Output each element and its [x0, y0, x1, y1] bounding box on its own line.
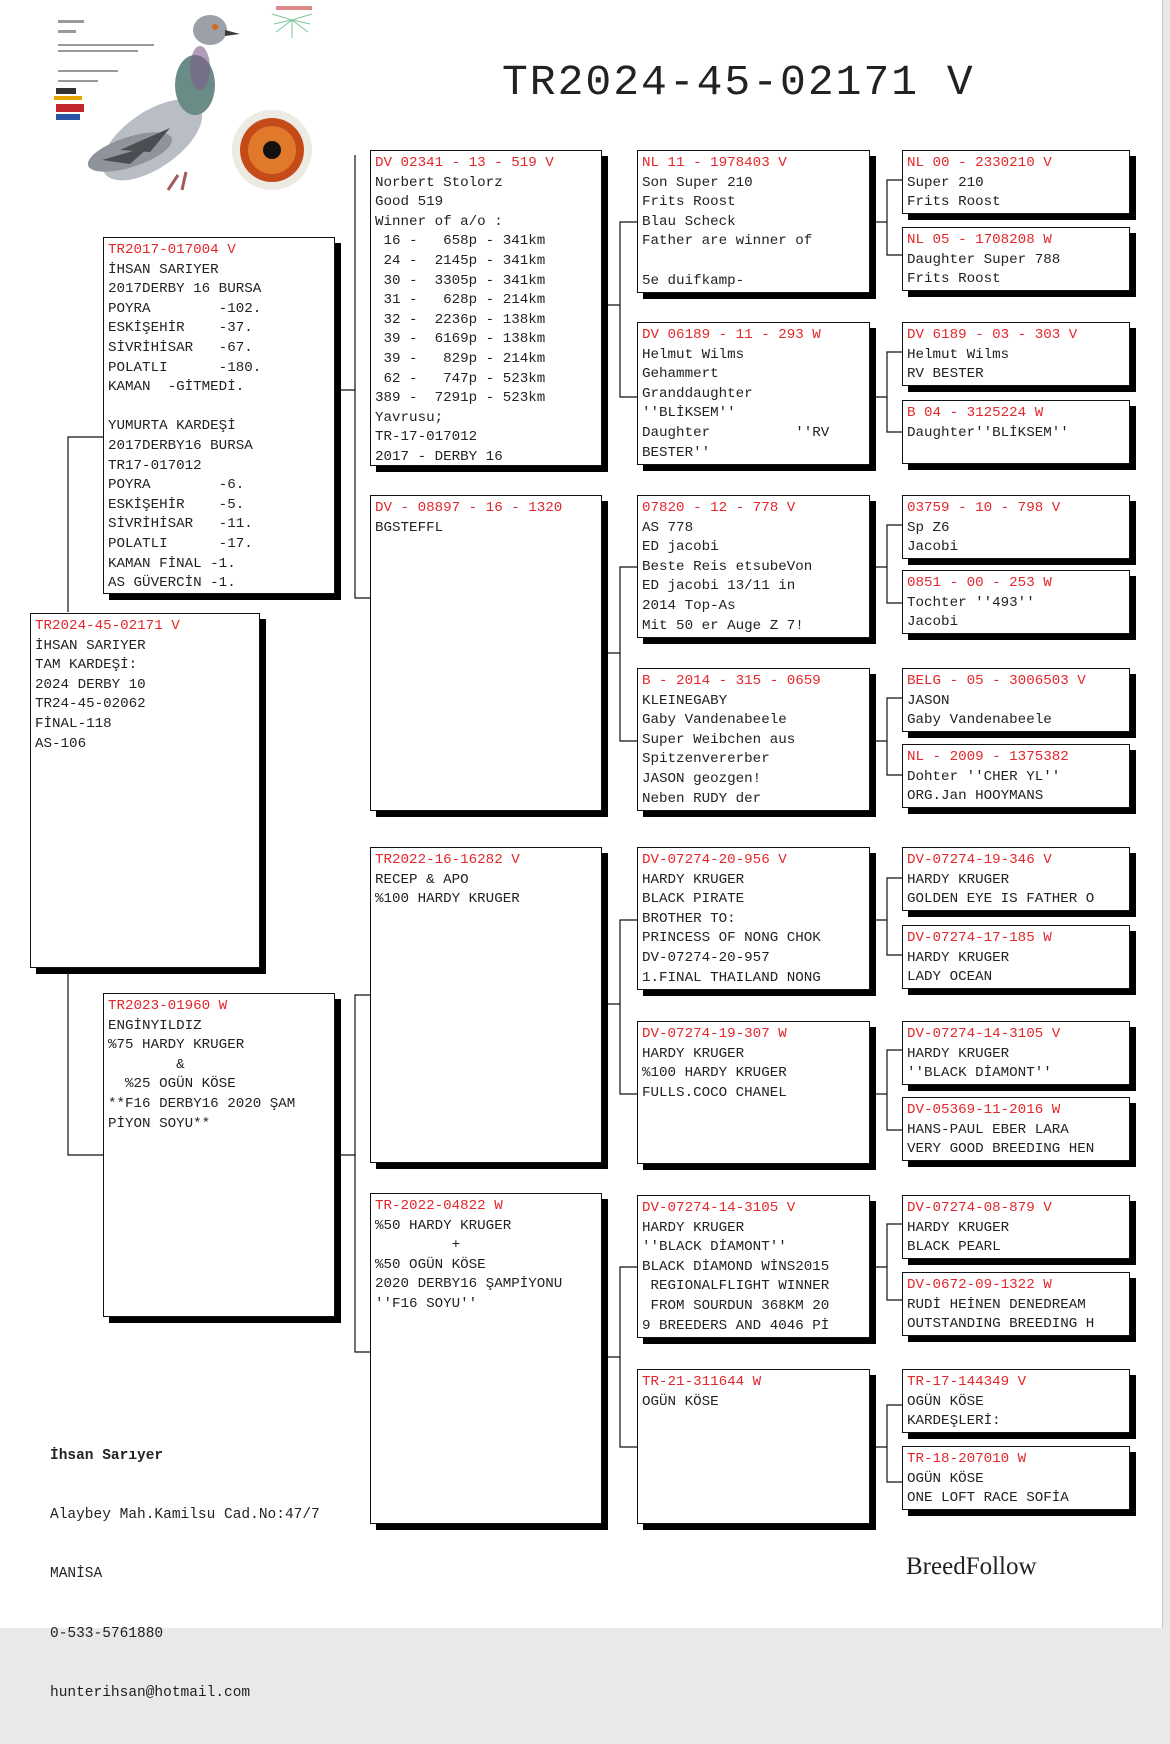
- pigeon-info-line: TR24-45-02062: [35, 696, 146, 713]
- pigeon-info-line: ''BLİKSEM'': [642, 405, 736, 422]
- pigeon-info-line: Jacobi: [907, 614, 959, 631]
- great-grandparent-card-13[interactable]: [902, 1195, 1130, 1259]
- great-grandparent-card-5[interactable]: [902, 495, 1130, 559]
- pigeon-info-line: Super 210: [907, 174, 984, 191]
- pigeon-info-line: [642, 252, 865, 272]
- pigeon-info-line: Good 519: [375, 194, 444, 211]
- pigeon-info-line: Daughter Super 788: [907, 251, 1061, 268]
- pigeon-info-line: VERY GOOD BREEDING HEN: [907, 1141, 1095, 1158]
- ring-number: TR2022-16-16282 V: [375, 852, 520, 868]
- pigeon-info-line: **F16 DERBY16 2020 ŞAM: [108, 1095, 296, 1112]
- pigeon-info-line: 1.FINAL THAILAND NONG: [642, 969, 821, 986]
- great-grandparent-card-11[interactable]: [902, 1021, 1130, 1085]
- pigeon-info-line: YUMURTA KARDEŞİ: [108, 418, 236, 435]
- pigeon-info-line: BESTER'': [642, 444, 711, 461]
- pigeon-info-line: BGSTEFFL: [375, 519, 444, 536]
- great-grandparent-card-10[interactable]: [902, 925, 1130, 989]
- brand-logo: BreedFollow: [906, 1553, 1037, 1580]
- sire-sire-card[interactable]: [370, 150, 602, 466]
- pigeon-info-line: OGÜN KÖSE: [642, 1393, 719, 1410]
- pigeon-info-line: 2017 - DERBY 16: [375, 448, 503, 465]
- pigeon-info-line: Yavrusu;: [375, 409, 444, 426]
- pigeon-info-line: TR17-017012: [108, 457, 202, 474]
- pigeon-info-line: Frits Roost: [907, 271, 1001, 288]
- pigeon-info-line: Dohter ''CHER YL'': [907, 768, 1061, 785]
- owner-city: MANİSA: [50, 1566, 103, 1583]
- pigeon-info-line: ENGİNYILDIZ: [108, 1017, 202, 1034]
- pigeon-info-line: 5e duifkamp-: [642, 272, 745, 289]
- pigeon-info-line: &: [108, 1056, 185, 1073]
- pigeon-info-line: Spitzenvererber: [642, 751, 770, 768]
- pigeon-info-line: [108, 398, 330, 418]
- sire-card[interactable]: [103, 237, 335, 594]
- pigeon-info-line: Father are winner of: [642, 233, 813, 250]
- pigeon-info-line: 2017DERBY16 BURSA: [108, 437, 253, 454]
- pigeon-info-line: LADY OCEAN: [907, 969, 993, 986]
- pigeon-info-line: ''F16 SOYU'': [375, 1295, 478, 1312]
- pigeon-info-line: İHSAN SARIYER: [35, 637, 146, 654]
- ds-dam-card[interactable]: [637, 1021, 870, 1164]
- ring-number: B 04 - 3125224 W: [907, 405, 1044, 421]
- owner-name: İhsan Sarıyer: [50, 1447, 164, 1464]
- pigeon-info-line: Mit 50 er Auge Z 7!: [642, 617, 804, 634]
- pigeon-info-line: TAM KARDEŞİ:: [35, 657, 138, 674]
- pigeon-info-line: Gehammert: [642, 366, 719, 383]
- ring-number: 07820 - 12 - 778 V: [642, 500, 796, 516]
- pigeon-info-line: Helmut Wilms: [642, 346, 745, 363]
- ss-sire-card[interactable]: [637, 150, 870, 293]
- great-grandparent-card-7[interactable]: [902, 668, 1130, 732]
- ring-number: DV - 08897 - 16 - 1320: [375, 500, 563, 516]
- pigeon-info-line: OGÜN KÖSE: [907, 1470, 984, 1487]
- pigeon-info-line: HARDY KRUGER: [907, 1045, 1010, 1062]
- pigeon-info-line: TR-17-017012: [375, 429, 478, 446]
- pigeon-info-line: 2024 DERBY 10: [35, 676, 146, 693]
- pigeon-info-line: Neben RUDY der: [642, 790, 762, 807]
- ring-number: DV-07274-08-879 V: [907, 1200, 1052, 1216]
- dam-card[interactable]: [103, 993, 335, 1317]
- pigeon-info-line: 16 - 658p - 341km: [375, 233, 546, 250]
- ring-number: 0851 - 00 - 253 W: [907, 575, 1052, 591]
- pigeon-info-line: 2014 Top-As: [642, 597, 736, 614]
- ring-number: DV 6189 - 03 - 303 V: [907, 327, 1078, 343]
- pigeon-info-line: 9 BREEDERS AND 4046 Pİ: [642, 1317, 830, 1334]
- pigeon-info-line: Helmut Wilms: [907, 346, 1010, 363]
- great-grandparent-card-12[interactable]: [902, 1097, 1130, 1161]
- ring-number: TR-2022-04822 W: [375, 1198, 503, 1214]
- pigeon-info-line: BLACK PIRATE: [642, 891, 745, 908]
- ring-number: DV-07274-14-3105 V: [642, 1200, 796, 1216]
- pigeon-info-line: HARDY KRUGER: [642, 1219, 745, 1236]
- great-grandparent-card-6[interactable]: [902, 570, 1130, 634]
- dam-dam-card[interactable]: [370, 1193, 602, 1524]
- pigeon-info-line: %100 HARDY KRUGER: [375, 891, 520, 908]
- pigeon-info-line: KAMAN -GİTMEDİ.: [108, 379, 245, 396]
- pigeon-info-line: POLATLI -180.: [108, 359, 262, 376]
- pigeon-info-line: HARDY KRUGER: [907, 1219, 1010, 1236]
- great-grandparent-card-4[interactable]: [902, 400, 1130, 464]
- great-grandparent-card-2[interactable]: [902, 227, 1130, 291]
- pigeon-info-line: JASON: [907, 692, 950, 709]
- pigeon-info-line: POLATLI -17.: [108, 535, 253, 552]
- pigeon-info-line: HARDY KRUGER: [907, 871, 1010, 888]
- ring-number: NL - 2009 - 1375382: [907, 749, 1069, 765]
- ring-number: NL 05 - 1708208 W: [907, 232, 1052, 248]
- great-grandparent-card-9[interactable]: [902, 847, 1130, 911]
- ring-number: TR-21-311644 W: [642, 1374, 762, 1390]
- ss-dam-card[interactable]: [637, 322, 870, 465]
- pigeon-info-line: KLEINEGABY: [642, 692, 728, 709]
- pigeon-info-line: PİYON SOYU**: [108, 1115, 211, 1132]
- pigeon-info-line: BROTHER TO:: [642, 910, 736, 927]
- ring-number: TR2017-017004 V: [108, 242, 236, 258]
- pigeon-info-line: %50 HARDY KRUGER: [375, 1217, 512, 1234]
- owner-address: Alaybey Mah.Kamilsu Cad.No:47/7: [50, 1506, 320, 1523]
- pigeon-info-line: DV-07274-20-957: [642, 949, 770, 966]
- pigeon-info-line: %75 HARDY KRUGER: [108, 1037, 245, 1054]
- ring-number: DV-07274-19-307 W: [642, 1026, 787, 1042]
- ring-number: DV-07274-19-346 V: [907, 852, 1052, 868]
- pigeon-info-line: Daughter ''RV: [642, 424, 830, 441]
- pigeon-info-line: 389 - 7291p - 523km: [375, 390, 546, 407]
- sire-dam-card[interactable]: [370, 495, 602, 811]
- great-grandparent-card-14[interactable]: [902, 1272, 1130, 1336]
- pigeon-info-line: %100 HARDY KRUGER: [642, 1065, 787, 1082]
- sd-dam-card[interactable]: [637, 668, 870, 811]
- pigeon-info-line: +: [375, 1237, 461, 1254]
- pigeon-info-line: 2020 DERBY16 ŞAMPİYONU: [375, 1276, 563, 1293]
- page-title: TR2024-45-02171 V: [502, 58, 975, 107]
- pigeon-info-line: ESKİŞEHİR -37.: [108, 320, 253, 337]
- pigeon-info-line: Gaby Vandenabeele: [907, 712, 1052, 729]
- pigeon-info-line: ED jacobi: [642, 539, 719, 556]
- pigeon-info-line: HARDY KRUGER: [907, 949, 1010, 966]
- ds-sire-card[interactable]: [637, 847, 870, 990]
- pigeon-info-line: BLACK PEARL: [907, 1239, 1001, 1256]
- pigeon-info-line: Gaby Vandenabeele: [642, 712, 787, 729]
- pigeon-info-line: FİNAL-118: [35, 715, 112, 732]
- owner-contact: [50, 1407, 320, 1744]
- great-grandparent-card-1[interactable]: [902, 150, 1130, 214]
- pigeon-info-line: ''BLACK DİAMONT'': [642, 1239, 787, 1256]
- great-grandparent-card-15[interactable]: [902, 1369, 1130, 1433]
- pigeon-info-line: ED jacobi 13/11 in: [642, 578, 796, 595]
- subject-pigeon-card[interactable]: [30, 613, 260, 968]
- pigeon-info-line: Frits Roost: [907, 194, 1001, 211]
- pigeon-info-line: SİVRİHİSAR -11.: [108, 516, 253, 533]
- pigeon-info-line: 31 - 628p - 214km: [375, 292, 546, 309]
- pigeon-info-line: 2017DERBY 16 BURSA: [108, 281, 262, 298]
- pigeon-info-line: HARDY KRUGER: [642, 1045, 745, 1062]
- pigeon-info-line: Son Super 210: [642, 174, 753, 191]
- pigeon-info-line: 30 - 3305p - 341km: [375, 272, 546, 289]
- ring-number: DV-07274-17-185 W: [907, 930, 1052, 946]
- pigeon-info-line: Norbert Stolorz: [375, 174, 503, 191]
- pigeon-info-line: ONE LOFT RACE SOFİA: [907, 1490, 1069, 1507]
- owner-phone: 0-533-5761880: [50, 1625, 164, 1642]
- great-grandparent-card-8[interactable]: [902, 744, 1130, 808]
- pigeon-info-line: 39 - 6169p - 138km: [375, 331, 546, 348]
- pigeon-info-line: OGÜN KÖSE: [907, 1393, 984, 1410]
- pigeon-info-line: AS GÜVERCİN -1.: [108, 575, 236, 592]
- sd-sire-card[interactable]: [637, 495, 870, 638]
- great-grandparent-card-16[interactable]: [902, 1446, 1130, 1510]
- pigeon-info-line: KAMAN FİNAL -1.: [108, 555, 236, 572]
- ring-number: DV 06189 - 11 - 293 W: [642, 327, 821, 343]
- ring-number: NL 00 - 2330210 V: [907, 155, 1052, 171]
- pigeon-info-line: POYRA -6.: [108, 477, 245, 494]
- pigeon-info-line: Super Weibchen aus: [642, 731, 796, 748]
- dam-sire-card[interactable]: [370, 847, 602, 1163]
- ring-number: DV-0672-09-1322 W: [907, 1277, 1052, 1293]
- pigeon-info-line: HARDY KRUGER: [642, 871, 745, 888]
- pigeon-info-line: Granddaughter: [642, 385, 753, 402]
- pigeon-info-line: 32 - 2236p - 138km: [375, 311, 546, 328]
- great-grandparent-card-3[interactable]: [902, 322, 1130, 386]
- pigeon-info-line: Winner of a/o :: [375, 213, 503, 230]
- ring-number: DV-07274-14-3105 V: [907, 1026, 1061, 1042]
- pigeon-info-line: ORG.Jan HOOYMANS: [907, 788, 1044, 805]
- pigeon-info-line: %25 OGÜN KÖSE: [108, 1076, 236, 1093]
- ring-number: TR2024-45-02171 V: [35, 618, 180, 634]
- pigeon-info-line: Tochter ''493'': [907, 594, 1035, 611]
- pigeon-info-line: 24 - 2145p - 341km: [375, 252, 546, 269]
- pigeon-info-line: Daughter''BLİKSEM'': [907, 424, 1069, 441]
- pigeon-info-line: 62 - 747p - 523km: [375, 370, 546, 387]
- pigeon-info-line: REGIONALFLIGHT WINNER: [642, 1278, 830, 1295]
- ring-number: DV 02341 - 13 - 519 V: [375, 155, 554, 171]
- ring-number: TR-17-144349 V: [907, 1374, 1027, 1390]
- pigeon-info-line: Frits Roost: [642, 194, 736, 211]
- ring-number: BELG - 05 - 3006503 V: [907, 673, 1086, 689]
- pigeon-info-line: SİVRİHİSAR -67.: [108, 339, 253, 356]
- pigeon-info-line: KARDEŞLERİ:: [907, 1413, 1001, 1430]
- pigeon-info-line: 39 - 829p - 214km: [375, 350, 546, 367]
- pigeon-info-line: GOLDEN EYE IS FATHER O: [907, 891, 1095, 908]
- pigeon-info-line: ESKİŞEHİR -5.: [108, 496, 245, 513]
- pigeon-info-line: RECEP & APO: [375, 871, 469, 888]
- pigeon-info-line: Sp Z6: [907, 519, 950, 536]
- pigeon-info-line: Blau Scheck: [642, 213, 736, 230]
- ring-number: B - 2014 - 315 - 0659: [642, 673, 821, 689]
- pigeon-info-line: BLACK DİAMOND WİNS2015: [642, 1258, 830, 1275]
- pigeon-info-line: Beste Reis etsubeVon: [642, 558, 813, 575]
- pigeon-info-line: RV BESTER: [907, 366, 984, 383]
- pigeon-info-line: POYRA -102.: [108, 300, 262, 317]
- pigeon-info-line: PRINCESS OF NONG CHOK: [642, 930, 821, 947]
- pigeon-info-line: JASON geozgen!: [642, 770, 762, 787]
- ring-number: DV-05369-11-2016 W: [907, 1102, 1061, 1118]
- owner-email[interactable]: hunterihsan@hotmail.com: [50, 1685, 251, 1702]
- dd-sire-card[interactable]: [637, 1195, 870, 1338]
- pigeon-info-line: İHSAN SARIYER: [108, 261, 219, 278]
- pigeon-info-line: Jacobi: [907, 539, 959, 556]
- ring-number: TR2023-01960 W: [108, 998, 228, 1014]
- pigeon-info-line: OUTSTANDING BREEDING H: [907, 1316, 1095, 1333]
- ring-number: NL 11 - 1978403 V: [642, 155, 787, 171]
- dd-dam-card[interactable]: [637, 1369, 870, 1524]
- pigeon-info-line: AS-106: [35, 735, 87, 752]
- pigeon-info-line: ''BLACK DİAMONT'': [907, 1065, 1052, 1082]
- ring-number: TR-18-207010 W: [907, 1451, 1027, 1467]
- ring-number: 03759 - 10 - 798 V: [907, 500, 1061, 516]
- pigeon-info-line: AS 778: [642, 519, 694, 536]
- ring-number: DV-07274-20-956 V: [642, 852, 787, 868]
- pigeon-info-line: RUDİ HEİNEN DENEDREAM: [907, 1296, 1086, 1313]
- pigeon-info-line: HANS-PAUL EBER LARA: [907, 1121, 1069, 1138]
- pigeon-info-line: FROM SOURDUN 368KM 20: [642, 1297, 830, 1314]
- pigeon-info-line: FULLS.COCO CHANEL: [642, 1084, 787, 1101]
- pigeon-info-line: %50 OGÜN KÖSE: [375, 1256, 486, 1273]
